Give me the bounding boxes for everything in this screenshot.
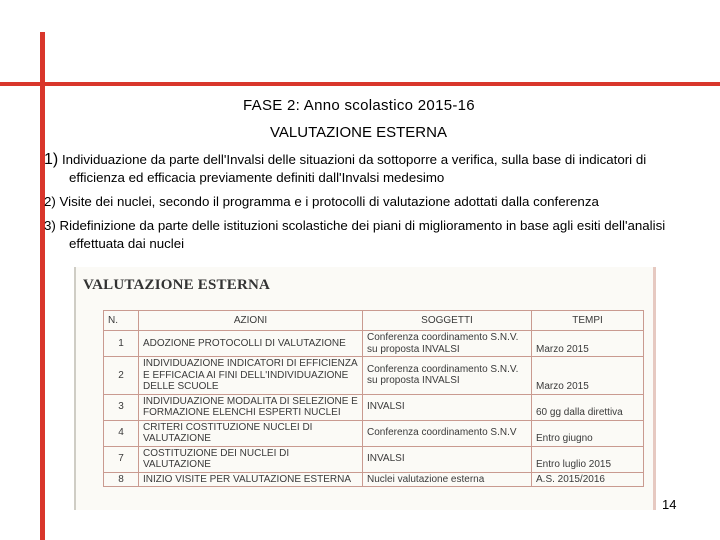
steps-list bbox=[44, 151, 684, 259]
scan-edge bbox=[653, 267, 656, 510]
item-number: 1) bbox=[44, 151, 59, 168]
table-row bbox=[104, 420, 644, 446]
item-text: Individuazione da parte dell'Invalsi delle situazioni da sottoporre a verifica, sulla base di indicatori di efficienza ed efficacia previamente definiti dall'Invalsi medesimo bbox=[61, 152, 647, 185]
header-azioni: AZIONI bbox=[139, 311, 363, 331]
red-accent-horizontal-line bbox=[0, 82, 720, 86]
cell-azioni: INDIVIDUAZIONE INDICATORI DI EFFICIENZA E EFFICACIA AI FINI DELL'INDIVIDUAZIONE DELLE SCUOLE bbox=[139, 357, 363, 395]
cell-tempi: Entro luglio 2015 bbox=[532, 446, 644, 472]
header-n: N. bbox=[104, 311, 139, 331]
cell-n: 8 bbox=[104, 472, 139, 487]
evaluation-table bbox=[103, 310, 644, 487]
item-number: 3) bbox=[44, 218, 56, 233]
list-item bbox=[44, 217, 684, 253]
cell-n: 3 bbox=[104, 394, 139, 420]
table-row bbox=[104, 331, 644, 357]
slide-title: FASE 2: Anno scolastico 2015-16 bbox=[243, 97, 475, 114]
cell-soggetti: Conferenza coordinamento S.N.V. su proposta INVALSI bbox=[363, 331, 532, 357]
cell-soggetti: INVALSI bbox=[363, 446, 532, 472]
list-item bbox=[44, 151, 684, 187]
table-header-row bbox=[104, 311, 644, 331]
cell-azioni: COSTITUZIONE DEI NUCLEI DI VALUTAZIONE bbox=[139, 446, 363, 472]
cell-tempi: A.S. 2015/2016 bbox=[532, 472, 644, 487]
page-number: 14 bbox=[662, 497, 677, 512]
scanned-table-image bbox=[74, 267, 656, 510]
cell-n: 4 bbox=[104, 420, 139, 446]
cell-soggetti: Conferenza coordinamento S.N.V. su proposta INVALSI bbox=[363, 357, 532, 395]
cell-tempi: Entro giugno bbox=[532, 420, 644, 446]
cell-tempi: Marzo 2015 bbox=[532, 331, 644, 357]
table-row bbox=[104, 357, 644, 395]
header-tempi: TEMPI bbox=[532, 311, 644, 331]
cell-n: 2 bbox=[104, 357, 139, 395]
scan-title: VALUTAZIONE ESTERNA bbox=[83, 277, 271, 293]
table-row bbox=[104, 394, 644, 420]
table-row bbox=[104, 446, 644, 472]
header-soggetti: SOGGETTI bbox=[363, 311, 532, 331]
item-text: Ridefinizione da parte delle istituzioni scolastiche dei piani di miglioramento in base agli esiti dell'analisi effettuata dai nuclei bbox=[59, 218, 666, 251]
table-row bbox=[104, 472, 644, 487]
cell-tempi: 60 gg dalla direttiva bbox=[532, 394, 644, 420]
cell-azioni: INIZIO VISITE PER VALUTAZIONE ESTERNA bbox=[139, 472, 363, 487]
cell-tempi: Marzo 2015 bbox=[532, 357, 644, 395]
cell-soggetti: Nuclei valutazione esterna bbox=[363, 472, 532, 487]
cell-n: 7 bbox=[104, 446, 139, 472]
item-number: 2) bbox=[44, 194, 56, 209]
red-accent-vertical-line bbox=[40, 32, 45, 540]
cell-n: 1 bbox=[104, 331, 139, 357]
cell-azioni: CRITERI COSTITUZIONE NUCLEI DI VALUTAZIONE bbox=[139, 420, 363, 446]
cell-azioni: INDIVIDUAZIONE MODALITA DI SELEZIONE E FORMAZIONE ELENCHI ESPERTI NUCLEI bbox=[139, 394, 363, 420]
slide-subtitle: VALUTAZIONE ESTERNA bbox=[270, 124, 447, 141]
cell-soggetti: INVALSI bbox=[363, 394, 532, 420]
list-item bbox=[44, 193, 684, 211]
item-text: Visite dei nuclei, secondo il programma e i protocolli di valutazione adottati dalla conferenza bbox=[59, 194, 599, 209]
cell-azioni: ADOZIONE PROTOCOLLI DI VALUTAZIONE bbox=[139, 331, 363, 357]
cell-soggetti: Conferenza coordinamento S.N.V bbox=[363, 420, 532, 446]
